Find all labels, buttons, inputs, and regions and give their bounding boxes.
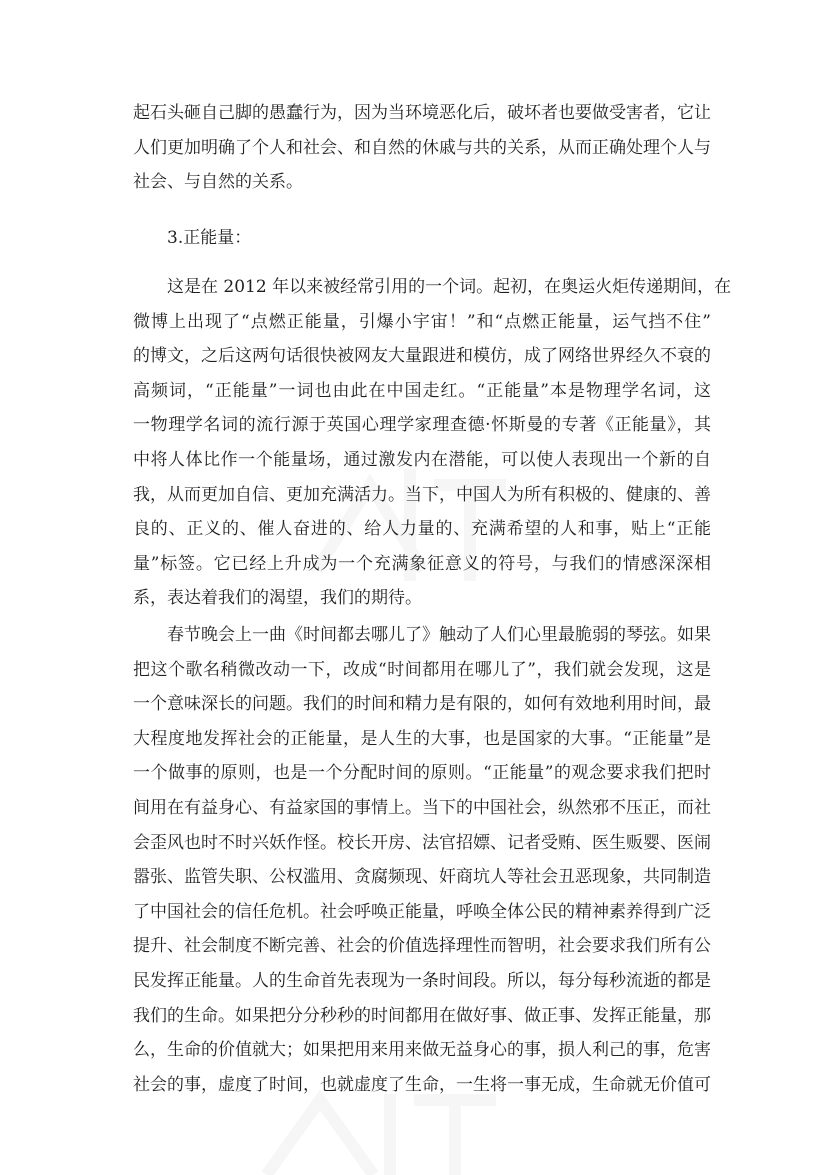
paragraph-time-and-energy [133, 618, 711, 1102]
text-line: 社会、与自然的关系。 [133, 172, 303, 193]
text-line: 民发挥正能量。人的生命首先表现为一条时间段。所以，每分每秒流逝的都是 [133, 970, 711, 991]
text-line: 大程度地发挥社会的正能量，是人生的大事，也是国家的大事。“正能量”是 [133, 728, 711, 749]
section-heading [133, 221, 711, 256]
text-line: 春节晚会上一曲《时间都去哪儿了》触动了人们心里最脆弱的琴弦。如果 [167, 625, 711, 645]
text-line: 一物理学名词的流行源于英国心理学家理查德·怀斯曼的专著《正能量》，其 [133, 415, 711, 436]
text-line: 提升、社会制度不断完善、社会的价值选择理性而智明，社会要求我们所有公 [133, 936, 711, 957]
text-line: 人们更加明确了个人和社会、和自然的休戚与共的关系，从而正确处理个人与 [133, 137, 711, 158]
text-line: 社会的事，虚度了时间，也就虚度了生命，一生将一事无成，生命就无价值可 [133, 1074, 711, 1095]
text-line: 系，表达着我们的渴望，我们的期待。 [133, 588, 422, 609]
text-line: 起石头砸自己脚的愚蠢行为，因为当环境恶化后，破坏者也要做受害者，它让 [133, 103, 711, 123]
text-line: 么，生命的价值就大；如果把用来用来做无益身心的事，损人利己的事，危害 [133, 1040, 711, 1061]
paragraph-positive-energy-origin [133, 270, 732, 616]
text-line: 量”标签。它已经上升成为一个充满象征意义的符号，与我们的情感深深相 [133, 553, 711, 574]
text-line: 微博上出现了“点燃正能量，引爆小宇宙！”和“点燃正能量，运气挡不住” [133, 311, 711, 332]
text-line: 了中国社会的信任危机。社会呼唤正能量，呼唤全体公民的精神素养得到广泛 [133, 901, 711, 922]
text-line: 我，从而更加自信、更加充满活力。当下，中国人为所有积极的、健康的、善 [133, 484, 711, 505]
text-line: 我们的生命。如果把分分秒秒的时间都用在做好事、做正事、发挥正能量，那 [133, 1005, 711, 1026]
text-line: 高频词，“正能量”一词也由此在中国走红。“正能量”本是物理学名词，这 [133, 380, 711, 401]
text-line: 良的、正义的、催人奋进的、给人力量的、充满希望的人和事，贴上“正能 [133, 519, 711, 540]
text-line: 间用在有益身心、有益家国的事情上。当下的中国社会，纵然邪不压正，而社 [133, 797, 711, 818]
paragraph-environment [133, 96, 711, 200]
text-line: 把这个歌名稍微改动一下，改成“时间都用在哪儿了”，我们就会发现，这是 [133, 659, 711, 680]
text-line: 中将人体比作一个能量场，通过激发内在潜能，可以使人表现出一个新的自 [133, 449, 711, 470]
text-line: 这是在 2012 年以来被经常引用的一个词。起初，在奥运火炬传递期间，在 [167, 277, 732, 297]
text-line: 嚣张、监管失职、公权滥用、贪腐频现、奸商坑人等社会丑恶现象，共同制造 [133, 867, 711, 888]
text-line: 会歪风也时不时兴妖作怪。校长开房、法官招嫖、记者受贿、医生贩婴、医闹 [133, 832, 711, 853]
text-line: 一个做事的原则，也是一个分配时间的原则。“正能量”的观念要求我们把时 [133, 763, 711, 784]
text-line: 的博文，之后这两句话很快被网友大量跟进和模仿，成了网络世界经久不衰的 [133, 346, 711, 367]
section-heading-text: 3.正能量： [167, 228, 252, 248]
text-line: 一个意味深长的问题。我们的时间和精力是有限的，如何有效地利用时间，最 [133, 694, 711, 715]
